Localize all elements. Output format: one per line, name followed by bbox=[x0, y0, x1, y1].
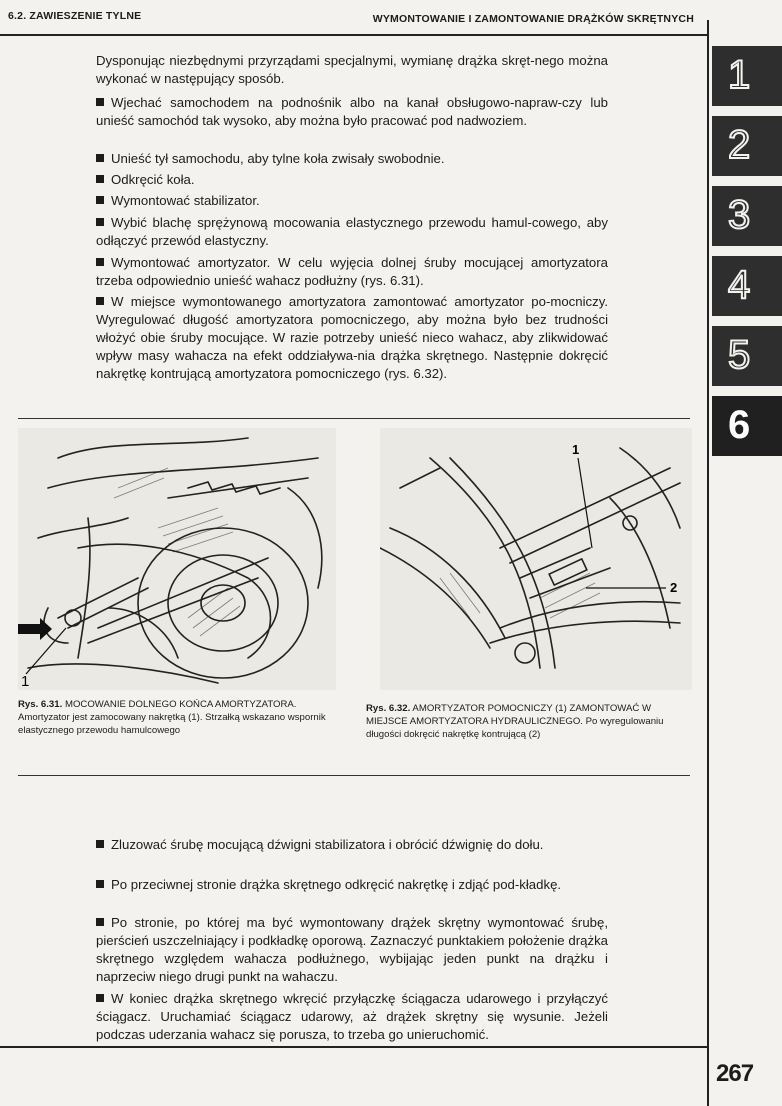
figure-6-31-caption: Rys. 6.31. MOCOWANIE DOLNEGO KOŃCA AMORTYZATORA. Amortyzator jest zamocowany nakrętką (1). Strzałką wskazano wspornik elastycznego przewodu hamulcowego bbox=[18, 699, 326, 736]
step-paragraph: Wybić blachę sprężynową mocowania elastycznego przewodu hamul-cowego, aby odłączyć przewód elastyczny. bbox=[96, 215, 608, 248]
bullet-icon bbox=[96, 994, 104, 1002]
chapter-tab-1[interactable]: 1 bbox=[712, 46, 782, 106]
figure-bottom-rule bbox=[18, 775, 690, 776]
chapter-tab-5[interactable]: 5 bbox=[712, 326, 782, 386]
figure-6-31-drawing bbox=[18, 428, 336, 690]
section-heading: 6.2. ZAWIESZENIE TYLNE bbox=[8, 10, 142, 22]
step-paragraph: Po przeciwnej stronie drążka skrętnego odkręcić nakrętkę i zdjąć pod-kładkę. bbox=[96, 876, 608, 894]
step-paragraph: Wymontować amortyzator. W celu wyjęcia dolnej śruby mocującej amortyzatora trzeba odpowiednio unieść wahacz podłużny (rys. 6.31). bbox=[96, 255, 608, 288]
figure-label-1: 1 bbox=[21, 673, 30, 690]
chapter-tab-6[interactable]: 6 bbox=[712, 396, 782, 456]
step-paragraph: Zluzować śrubę mocującą dźwigni stabilizatora i obrócić dźwignię do dołu. bbox=[96, 836, 608, 854]
intro-paragraph: Dysponując niezbędnymi przyrządami specjalnymi, wymianę drążka skręt-nego można wykonać w następujący sposób. bbox=[96, 53, 608, 86]
step-paragraph: Po stronie, po której ma być wymontowany drążek skrętny wymontować śrubę, pierścień uszczelniający i podkładkę oporową. Zaznaczyć punktakiem położenie drążka skrętnego względem wahacza podłużnego, wybijając jeden punkt na drążku i naprzeciw niego drugi punkt na wahaczu. bbox=[96, 915, 608, 984]
chapter-tab-4[interactable]: 4 bbox=[712, 256, 782, 316]
figure-top-rule bbox=[18, 418, 690, 419]
margin-rule bbox=[707, 20, 709, 1106]
chapter-title: WYMONTOWANIE I ZAMONTOWANIE DRĄŻKÓW SKRĘTNYCH bbox=[372, 13, 694, 25]
step-paragraph: W koniec drążka skrętnego wkręcić przyłączkę ściągacza udarowego i przyłączyć ściągacz. Uruchamiać ściągacz udarowy, aż drążek skrętny się wysunie. Jeżeli podczas uderzania wahacz się porusza, to trzeba go unieruchomić. bbox=[96, 991, 608, 1042]
step-paragraph: Wymontować stabilizator. bbox=[96, 192, 608, 210]
figure-label-2: 2 bbox=[670, 580, 678, 595]
step-paragraph: Wjechać samochodem na podnośnik albo na kanał obsługowo-napraw-czy lub unieść samochód tak wysoko, aby można było pracować pod nadwoziem. bbox=[96, 95, 608, 128]
chapter-tab-3[interactable]: 3 bbox=[712, 186, 782, 246]
bullet-icon bbox=[96, 258, 104, 266]
bullet-icon bbox=[96, 218, 104, 226]
chapter-tab-2[interactable]: 2 bbox=[712, 116, 782, 176]
bullet-icon bbox=[96, 297, 104, 305]
bullet-icon bbox=[96, 175, 104, 183]
bullet-icon bbox=[96, 918, 104, 926]
bullet-icon bbox=[96, 880, 104, 888]
bullet-icon bbox=[96, 840, 104, 848]
step-paragraph: W miejsce wymontowanego amortyzatora zamontować amortyzator po-mocniczy. Wyregulować długość amortyzatora pomocniczego, aby można było bez trudności włożyć obie śruby mocujące. W razie potrzeby unieść nieco wahacz, aby zlikwidować wpływ masy wahacza na efekt oddziaływa-nia drążka skrętnego. Następnie dokręcić nakrętkę kontrującą amortyzatora pomocniczego (rys. 6.32). bbox=[96, 294, 608, 381]
bullet-icon bbox=[96, 98, 104, 106]
figure-6-32-drawing bbox=[380, 428, 692, 690]
step-paragraph: Unieść tył samochodu, aby tylne koła zwisały swobodnie. bbox=[96, 150, 608, 168]
figure-6-32-caption: Rys. 6.32. AMORTYZATOR POMOCNICZY (1) ZAMONTOWAĆ W MIEJSCE AMORTYZATORA HYDRAULICZNEGO. Po wyregulowaniu długości dokręcić nakrętkę kontrującą (2) bbox=[366, 703, 664, 740]
page-number: 267 bbox=[716, 1060, 754, 1087]
bullet-icon bbox=[96, 196, 104, 204]
bullet-icon bbox=[96, 154, 104, 162]
step-paragraph: Odkręcić koła. bbox=[96, 171, 608, 189]
footer-rule bbox=[0, 1046, 708, 1048]
header-rule bbox=[0, 34, 708, 36]
figure-label-1: 1 bbox=[572, 442, 580, 457]
